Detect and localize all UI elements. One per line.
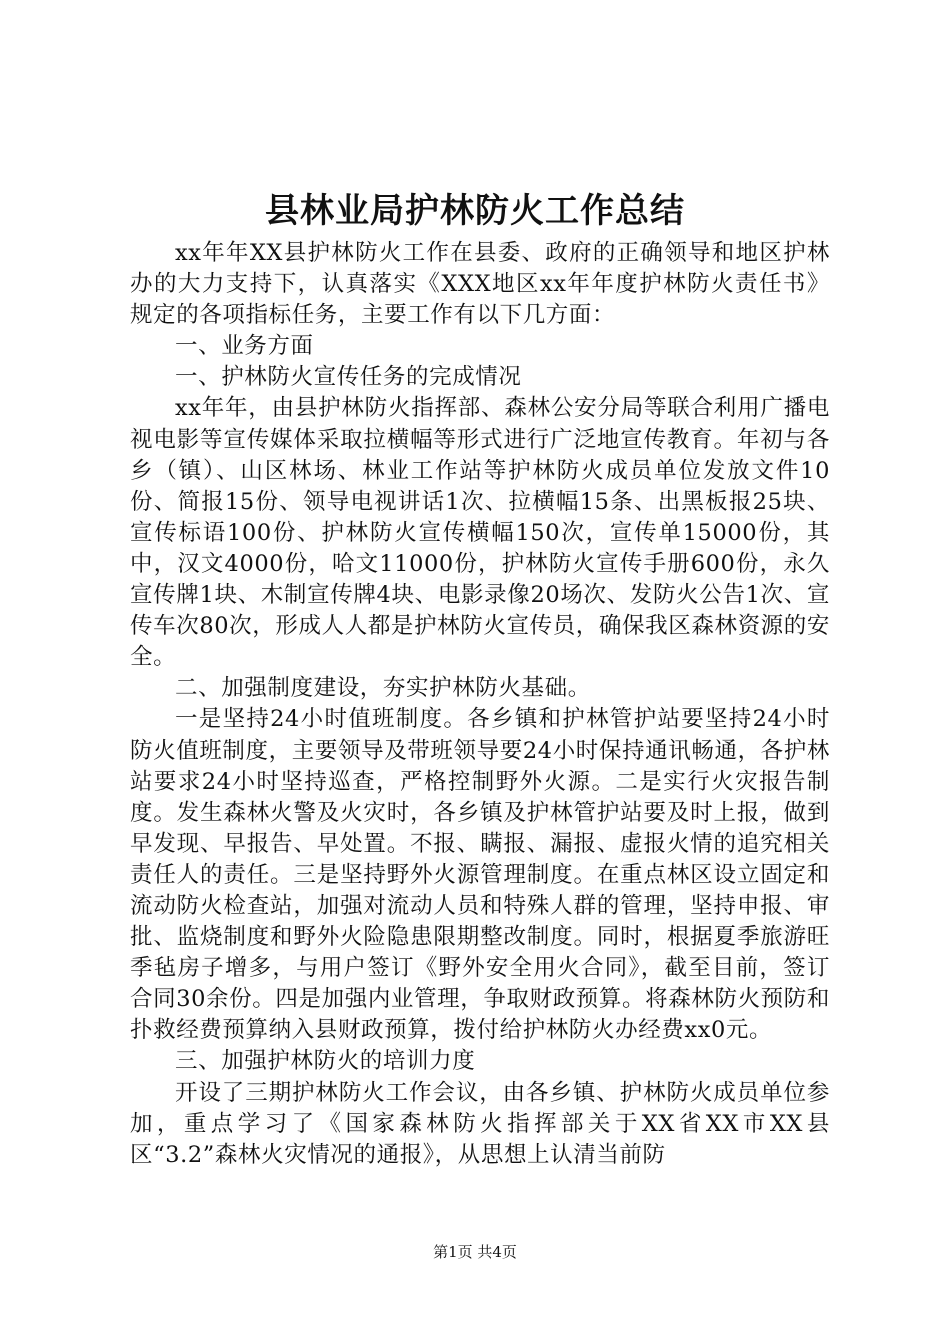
section-heading-propaganda: 一、护林防火宣传任务的完成情况 bbox=[175, 364, 522, 391]
section-heading-business: 一、业务方面 bbox=[175, 333, 314, 360]
paragraph-system: 一是坚持24小时值班制度。各乡镇和护林管护站要坚持24小时防火值班制度，主要领导及带班领导要24小时保持通讯畅通，各护林站要求24小时坚持巡查，严格控制野外火源。二是实行火灾报告制度。发生森林火警及火灾时，各乡镇及护林管护站要及时上报，做到早发现、早报告、早处置。不报、瞒报、漏报、虚报火情的追究相关责任人的责任。三是坚持野外火源管理制度。在重点林区设立固定和流动防火检查站，加强对流动人员和特殊人群的管理，坚持申报、审批、监烧制度和野外火险隐患限期整改制度。同时，根据夏季旅游旺季毡房子增多，与用户签订《野外安全用火合同》，截至目前，签订合同30余份。四是加强内业管理，争取财政预算。将森林防火预防和扑救经费预算纳入县财政预算，拨付给护林防火办经费xx0元。 bbox=[130, 706, 830, 1044]
paragraph-propaganda: xx年年，由县护林防火指挥部、森林公安分局等联合利用广播电视电影等宣传媒体采取拉横幅等形式进行广泛地宣传教育。年初与各乡（镇）、山区林场、林业工作站等护林防火成员单位发放文件10份、简报15份、领导电视讲话1次、拉横幅15条、出黑板报25块、宣传标语100份、护林防火宣传横幅150次，宣传单15000份，其中，汉文4000份，哈文11000份，护林防火宣传手册600份，永久宣传牌1块、木制宣传牌4块、电影录像20场次、发防火公告1次、宣传车次80次，形成人人都是护林防火宣传员，确保我区森林资源的安全。 bbox=[130, 395, 830, 671]
document-body bbox=[130, 238, 830, 1171]
document-title: 县林业局护林防火工作总结 bbox=[265, 191, 685, 231]
page-number-footer: 第1页 共4页 bbox=[433, 1243, 517, 1261]
section-heading-training: 三、加强护林防火的培训力度 bbox=[175, 1048, 476, 1075]
paragraph-intro: xx年年XX县护林防火工作在县委、政府的正确领导和地区护林办的大力支持下，认真落实《XXX地区xx年年度护林防火责任书》规定的各项指标任务，主要工作有以下几方面： bbox=[130, 240, 830, 329]
paragraph-training: 开设了三期护林防火工作会议，由各乡镇、护林防火成员单位参加，重点学习了《国家森林防火指挥部关于XX省XX市XX县区“3.2”森林火灾情况的通报》，从思想上认清当前防 bbox=[130, 1079, 830, 1168]
section-heading-system: 二、加强制度建设，夯实护林防火基础。 bbox=[175, 675, 591, 702]
